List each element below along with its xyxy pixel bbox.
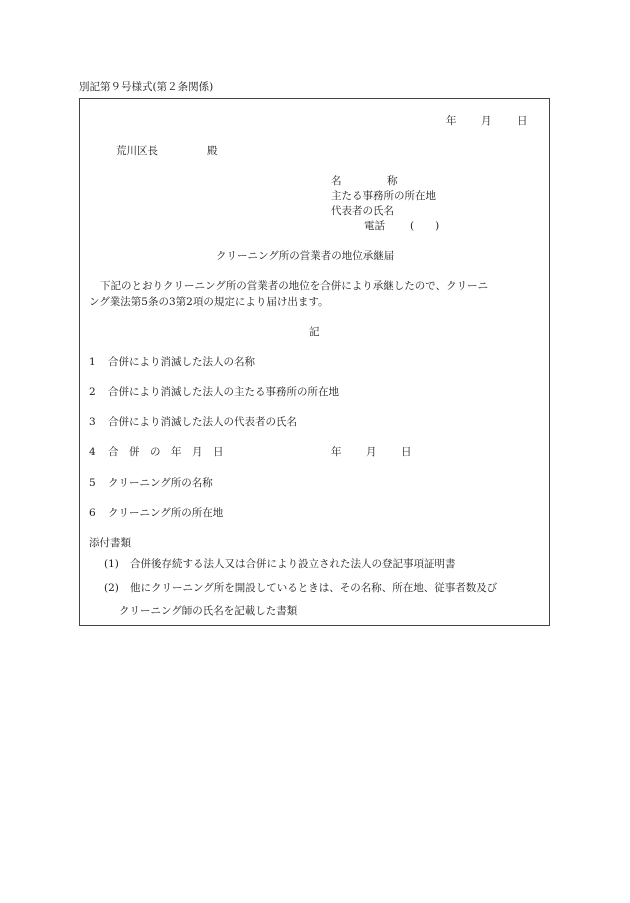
item-number: 1 [89,356,96,368]
item-number: 4 [89,446,96,458]
addressee-honorific: 殿 [207,145,218,157]
item-number: 3 [89,416,96,428]
item-label: クリーニング所の所在地 [108,507,224,519]
representative-label: 代表者の氏名 [331,205,394,217]
item-number: 2 [89,386,96,398]
item-number: 5 [89,477,96,489]
merger-date-year: 年 [331,446,342,458]
attachment-text: 合併後存続する法人又は合併により設立された法人の登記事項証明書 [130,558,456,570]
body-text-line1: 下記のとおりクリーニング所の営業者の地位を合併により承継したので、クリーニ [100,280,489,292]
addressee-name: 荒川区長 [116,145,158,157]
office-address-label: 主たる事務所の所在地 [331,190,436,202]
date-year: 年 [446,115,457,127]
attachment-text: 他にクリーニング所を開設しているときは、その名称、所在地、従事者数及び [130,582,498,594]
item-label: 合併により消滅した法人の代表者の氏名 [108,416,297,428]
item-label: 合併により消滅した法人の名称 [108,356,255,368]
item-label: 合 併 の 年 月 日 [108,446,224,458]
phone-parens: ( ) [410,220,440,232]
phone-label: 電話 [364,220,385,232]
item-number: 6 [89,507,96,519]
date-month: 月 [481,115,492,127]
merger-date-day: 日 [401,446,412,458]
attachment-text-continuation: クリーニング師の氏名を記載した書類 [119,605,298,617]
item-label: 合併により消滅した法人の主たる事務所の所在地 [108,386,339,398]
applicant-name-label-1: 名 [331,175,342,187]
applicant-name-label-2: 称 [387,175,398,187]
attachment-number: (2) [104,582,119,594]
attachment-number: (1) [104,558,119,570]
attachments-heading: 添付書類 [89,537,131,549]
form-number: 別記第９号様式(第２条関係) [79,81,214,93]
merger-date-month: 月 [366,446,377,458]
ki-heading: 記 [309,326,320,338]
body-text-line2: ング業法第5条の3第2項の規定により届け出ます。 [89,296,329,308]
form-title: クリーニング所の営業者の地位承継届 [216,250,395,262]
date-day: 日 [517,115,528,127]
item-label: クリーニング所の名称 [108,477,213,489]
